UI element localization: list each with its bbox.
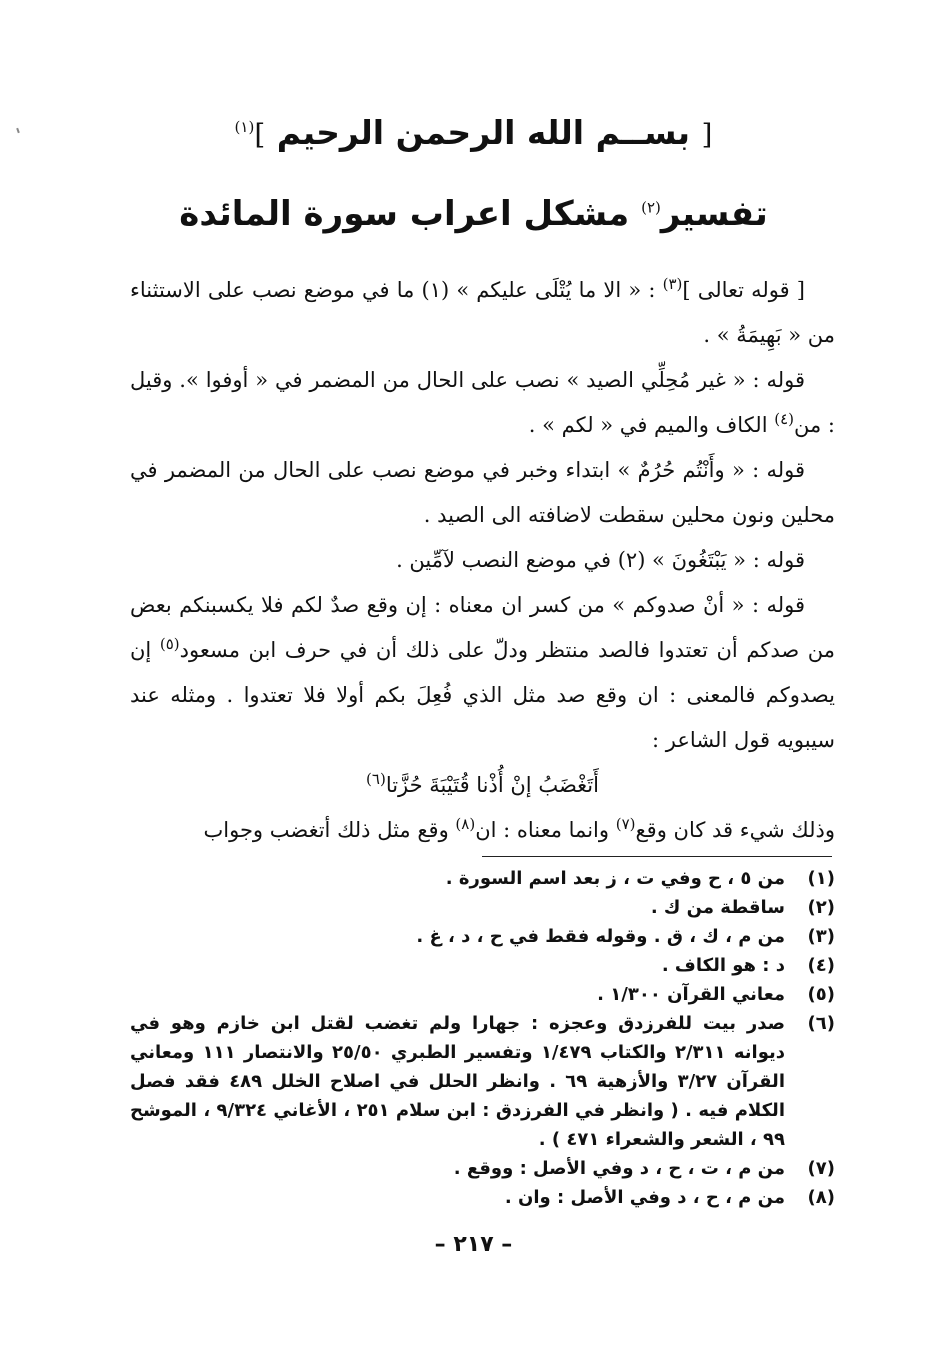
footnote-number: (٧): [807, 1158, 835, 1179]
footnote-item: [130, 1183, 835, 1212]
footnote-item: [130, 980, 835, 1009]
title-rest: مشكل اعراب سورة المائدة: [179, 194, 630, 234]
p5-part-b: إن يصدوكم فالمعنى : ان وقع صد مثل الذي فُعِلَ بكم أولا فلا تعتدوا . ومثله عند سيبويه قول الشاعر :: [130, 638, 835, 752]
paragraph-6: [130, 808, 835, 853]
footnote-ref-6: (٦): [366, 770, 386, 788]
p6-part-a: وذلك شيء قد كان وقع: [635, 818, 835, 842]
footnote-text: من ٥ ، ح وفي ت ، ز بعد اسم السورة .: [445, 868, 785, 889]
footnote-ref-7: (٧): [615, 815, 636, 833]
p1-part-b: : « الا ما يُتْلَى عليكم » (١) ما في موضع نصب على الاستثناء من « بَهِيمَةُ » .: [130, 278, 835, 347]
poem-verse: [130, 763, 835, 808]
footnote-item: [130, 951, 835, 980]
footnote-item: [130, 893, 835, 922]
footnote-item: [130, 922, 835, 951]
footnote-ref-3: (٣): [662, 275, 683, 293]
footnote-number: (٢): [807, 897, 835, 918]
basmala-text: بســم الله الرحمن الرحيم: [276, 113, 691, 152]
paragraph-3: قوله : « وأَنْتُم حُرُمٌ » ابتداء وخبر في موضع نصب على الحال من المضمر في محلين ونون محلين سقطت لاضافته الى الصيد .: [130, 458, 835, 527]
p6-part-b: وانما معناه : ان: [475, 818, 610, 842]
p5-part-a: قوله : « أنْ صدوكم » من كسر ان معناه : إن وقع صدٌ لكم فلا يكسبنكم بعض من صدكم أن تعتدوا فالصد منتظر ودلّ على ذلك أن في حرف ابن مسعود: [130, 593, 835, 662]
p2-part-a: قوله : « غير مُحِلِّي الصيد » نصب على الحال من المضمر في « أوفوا ». وقيل : من: [130, 368, 835, 437]
footnote-text: معاني القرآن ١/٣٠٠ .: [597, 984, 785, 1005]
bracket-open: [: [701, 118, 713, 151]
footnote-number: (٨): [807, 1187, 835, 1208]
footnote-text: ساقطة من ك .: [650, 897, 785, 918]
footnote-ref-5: (٥): [159, 635, 180, 653]
footnote-divider: [482, 856, 832, 857]
footnote-item: [130, 1154, 835, 1183]
footnote-text: د : هو الكاف .: [661, 955, 785, 976]
paragraph-1: [130, 268, 835, 358]
bracket-close: ]: [254, 118, 266, 151]
footnote-ref-2: (٢): [641, 198, 661, 217]
paragraph-2: [130, 358, 835, 448]
footnote-ref-4: (٤): [774, 410, 794, 428]
verse-text: أَتَغْضَبُ إنْ أُذْنا قُتَيْبَةَ حُزَّتا: [385, 773, 599, 797]
paragraph-5: [130, 583, 835, 763]
footnote-number: (١): [807, 868, 835, 889]
footnote-number: (٤): [807, 955, 835, 976]
footnote-text: من م ، ك ، ق . وقوله فقط في ح ، د ، غ .: [416, 926, 785, 947]
footnote-number: (٦): [807, 1013, 835, 1034]
chapter-title: [0, 186, 947, 242]
footnote-item: [130, 864, 835, 893]
body-text: [130, 268, 835, 853]
footnote-item: [130, 1009, 835, 1154]
footnote-number: (٣): [807, 926, 835, 947]
p2-part-b: الكاف والميم في « لكم » .: [528, 413, 768, 437]
basmala-heading: [0, 108, 947, 160]
footnote-number: (٥): [807, 984, 835, 1005]
footnote-text: صدر بيت للفرزدق وعجزه : جهارا ولم تغضب لقتل ابن خازم وهو في ديوانه ٢/٣١١ والكتاب ١/٤٧٩ وتفسير الطبري ٢٥/٥٠ والانتصار ١١١ ومعاني القرآن ٣/٢٧ والأزهية ٦٩ . وانظر الحلل في اصلاح الخلل ٤٨٩ فقد فصل الكلام فيه . ( وانظر في الفرزدق : ابن سلام ٢٥١ ، الأغاني ٩/٣٢٤ ، الموشح ٩٩ ، الشعر والشعراء ٤٧١ ) .: [130, 1013, 786, 1150]
title-word: تفسير: [660, 194, 768, 234]
footnote-text: من م ، ح ، د وفي الأصل : وان .: [504, 1187, 785, 1208]
footnotes: [130, 864, 835, 1212]
p6-part-c: وقع مثل ذلك أتغضب وجواب: [203, 818, 449, 842]
paragraph-4: قوله : « يَبْتَغُونَ » (٢) في موضع النصب لآمِّين .: [396, 548, 805, 572]
page-number: – ٢١٧ –: [434, 1232, 513, 1257]
p1-part-a: [ قوله تعالى ]: [682, 278, 806, 302]
footnote-ref-1: (١): [234, 118, 255, 136]
footnote-text: من م ، ت ، ح ، د وفي الأصل : ووقع .: [453, 1158, 785, 1179]
footnote-ref-8: (٨): [455, 815, 476, 833]
